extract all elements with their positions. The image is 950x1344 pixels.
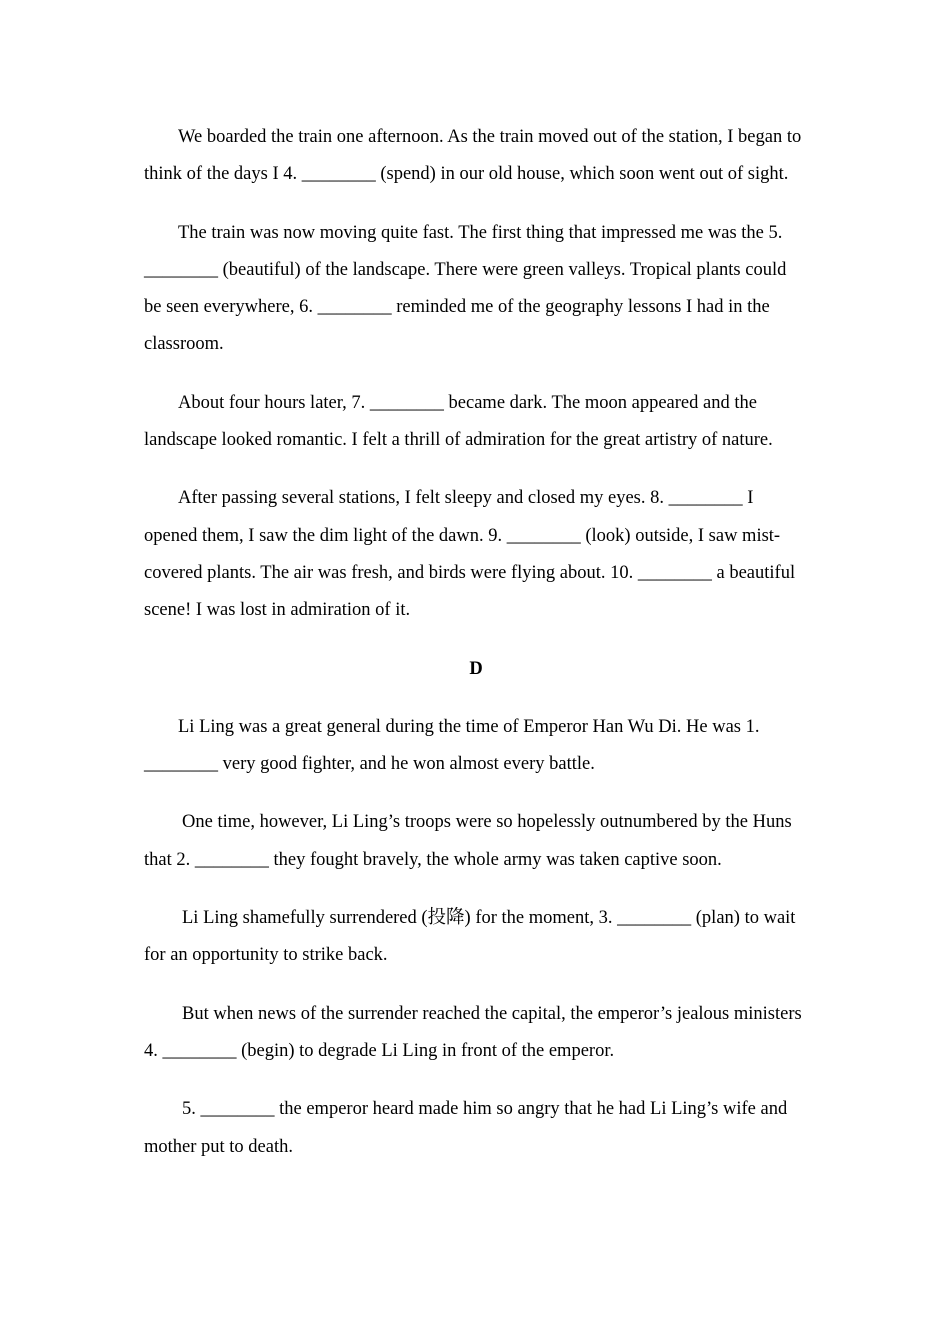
paragraph-c-3: About four hours later, 7. ________ became dark. The moon appeared and the landscape looked romantic. I felt a thrill of admiration for the great artistry of nature. [144, 392, 773, 451]
paragraph-c-1: We boarded the train one afternoon. As the train moved out of the station, I began to think of the days I 4. ________ (spend) in our old house, which soon went out of sight. [144, 127, 802, 185]
paragraph-d-3: Li Ling shamefully surrendered (投降) for the moment, 3. ________ (plan) to wait for an opportunity to strike back. [144, 908, 796, 966]
paragraph-d-2: One time, however, Li Ling’s troops were so hopelessly outnumbered by the Huns that 2. ________ they fought bravely, the whole army was taken captive soon. [144, 812, 792, 870]
paragraph-d-4: But when news of the surrender reached the capital, the emperor’s jealous ministers 4. ________ (begin) to degrade Li Ling in front of the emperor. [144, 1003, 802, 1061]
paragraph-c-2: The train was now moving quite fast. The first thing that impressed me was the 5. ________ (beautiful) of the landscape. There were green valleys. Tropical plants could be seen everywhere, 6. ________ reminded me of the geography lessons I had in the classroom. [144, 222, 787, 355]
paragraph-d-5: 5. ________ the emperor heard made him so angry that he had Li Ling’s wife and mother put to death. [144, 1099, 788, 1157]
paragraph-c-4: After passing several stations, I felt sleepy and closed my eyes. 8. ________ I opened them, I saw the dim light of the dawn. 9. ________ (look) outside, I saw mist-covered plants. The air was fresh, and birds were flying about. 10. ________ a beautiful scene! I was lost in admiration of it. [144, 488, 796, 621]
document-body [144, 119, 808, 1187]
paragraph-d-1: Li Ling was a great general during the time of Emperor Han Wu Di. He was 1. ________ very good fighter, and he won almost every battle. [144, 716, 760, 775]
section-d-heading: D [469, 658, 483, 679]
